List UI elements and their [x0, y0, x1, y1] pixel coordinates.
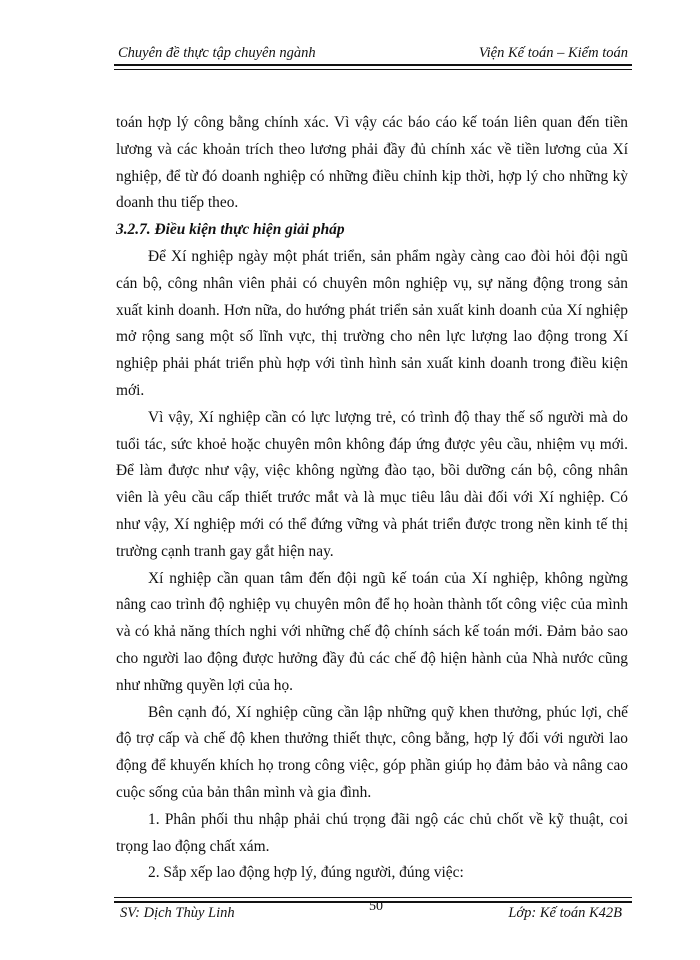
paragraph-young-workforce: Vì vậy, Xí nghiệp cần có lực lượng trẻ, có trình độ thay thế số người mà do tuổi tác, sức khoẻ hoặc chuyên môn không đáp ứng được yêu cầu, nhiệm vụ mới. Để làm được như vậy, việc không ngừng đào tạo, bồi dưỡng cán bộ, công nhân viên là yêu cầu cấp thiết trước mắt và là mục tiêu lâu dài đối với Xí nghiệp. Có như vậy, Xí nghiệp mới có thể đứng vững và phát triển được trong nền kinh tế thị trường cạnh tranh gay gắt hiện nay.: [116, 408, 628, 560]
list-item-labor-arrangement: 2. Sắp xếp lao động hợp lý, đúng người, đúng việc:: [148, 864, 464, 882]
paragraph-accounting-staff: Xí nghiệp cần quan tâm đến đội ngũ kế toán của Xí nghiệp, không ngừng nâng cao trình độ nghiệp vụ chuyên môn để họ hoàn thành tốt công việc của mình và có khả năng thích nghi với những chế độ chính sách kế toán mới. Đảm bảo sao cho người lao động được hưởng đầy đủ các chế độ hiện hành của Nhà nước cũng như những quyền lợi của họ.: [116, 569, 628, 694]
header-institute: Viện Kế toán – Kiểm toán: [478, 45, 628, 61]
footer-class: Lớp: Kế toán K42B: [508, 905, 622, 921]
header-divider-thin: [114, 69, 632, 70]
page-footer: [114, 899, 632, 924]
paragraph-continuation: toán hợp lý công bằng chính xác. Vì vậy các báo cáo kế toán liên quan đến tiền lương và các khoản trích theo lương phải đầy đủ chính xác về tiền lương của Xí nghiệp, để từ đó doanh nghiệp có những điều chỉnh kịp thời, hợp lý cho những kỳ doanh thu tiếp theo.: [116, 114, 628, 212]
document-body: [116, 110, 628, 887]
header-course-title: Chuyên đề thực tập chuyên ngành: [118, 45, 316, 61]
list-item-income-distribution: 1. Phân phối thu nhập phải chú trọng đãi ngộ các chủ chốt về kỹ thuật, coi trọng lao động chất xám.: [116, 810, 628, 855]
section-heading: 3.2.7. Điều kiện thực hiện giải pháp: [116, 221, 345, 239]
page-header: [114, 42, 630, 64]
paragraph-welfare-funds: Bên cạnh đó, Xí nghiệp cũng cần lập những quỹ khen thưởng, phúc lợi, chế độ trợ cấp và chế độ khen thưởng thiết thực, công bằng, hợp lý đối với người lao động để khuyến khích họ trong công việc, góp phần giúp họ đảm bảo và nâng cao cuộc sống của bản thân mình và gia đình.: [116, 703, 628, 801]
footer-student-name: SV: Dịch Thùy Linh: [120, 905, 235, 921]
paragraph-development: Để Xí nghiệp ngày một phát triển, sản phẩm ngày càng cao đòi hỏi đội ngũ cán bộ, công nhân viên phải có chuyên môn nghiệp vụ, sự năng động trong sản xuất kinh doanh. Hơn nữa, do hướng phát triển sản xuất kinh doanh của Xí nghiệp mở rộng sang một số lĩnh vực, thị trường cho nên lực lượng lao động trong Xí nghiệp phải phát triển phù hợp với tình hình sản xuất kinh doanh trong điều kiện mới.: [116, 247, 628, 399]
page-number: 50: [369, 899, 383, 914]
header-divider-thick: [114, 64, 632, 66]
